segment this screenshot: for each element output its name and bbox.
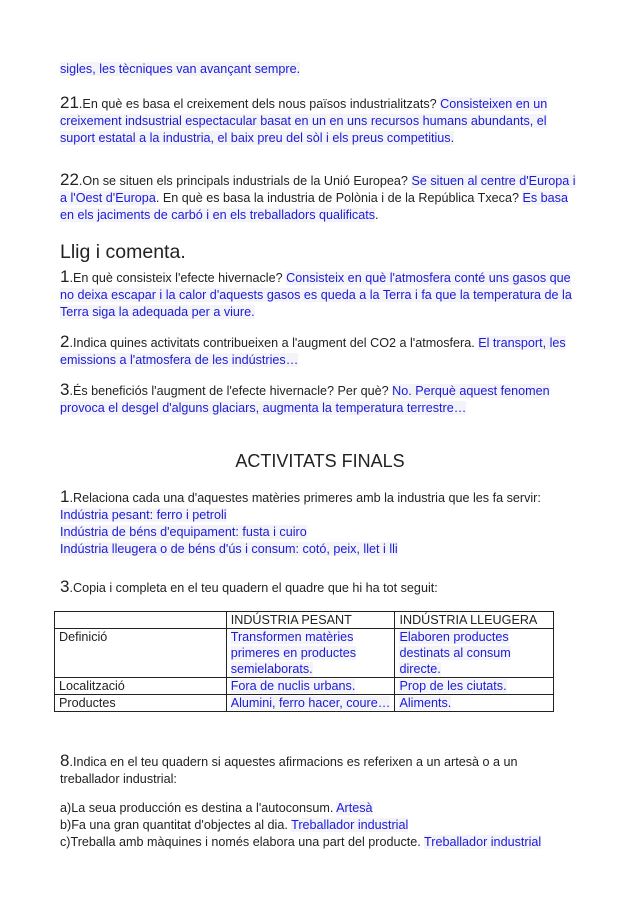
answer-text: Consisteix en què l'atmosfera conté uns gasos que no deixa escapar i la calor d'aquests gasos es queda a la Terra i fa que la temperatura de la Terra siga la adequada per a viure.: [60, 271, 572, 319]
llig-question-2: [60, 333, 580, 369]
row-label-localitzacio: Localització: [55, 678, 227, 695]
answer-text-2: Es basa en els jaciments de carbó i en els treballadors qualificats: [60, 191, 568, 222]
question-text-2: . En què es basa la industria de Polònia i de la República Txeca?: [155, 191, 523, 205]
question-text: .On se situen els principals industrials de la Unió Europea?: [78, 174, 412, 188]
table-row: [55, 629, 554, 678]
statement-a: a)La seua producción es destina a l'autoconsum.: [60, 801, 337, 815]
question-text: .Relaciona cada una d'aquestes matèries primeres amb la industria que les fa servir:: [69, 491, 541, 505]
answer-text: El transport, les emissions a l'atmosfera de les indústries…: [60, 336, 566, 367]
final-question-8: [60, 752, 580, 851]
question-text: .Copia i completa en el teu quadern el quadre que hi ha tot seguit:: [69, 581, 438, 595]
row-label-productes: Productes: [55, 695, 227, 712]
cell-productes-pesant: Alumini, ferro hacer, coure…: [230, 696, 391, 710]
answer-c: Treballador industrial: [424, 835, 542, 849]
final-question-3: [60, 578, 580, 597]
intro-line: [60, 61, 580, 78]
row-label-definicio: Definició: [55, 629, 227, 678]
question-number: 1: [60, 487, 70, 506]
question-number: 3: [60, 577, 70, 596]
answer-text: No. Perquè aquest fenomen provoca el desgel d'alguns glaciars, augmenta la temperatura terrestre…: [60, 384, 550, 415]
table-row: [55, 695, 554, 712]
table-header-lleugera: INDÚSTRIA LLEUGERA: [395, 612, 554, 629]
answer-line-1: Indústria pesant: ferro i petroli: [60, 508, 227, 522]
question-number: 1: [60, 267, 70, 286]
cell-productes-lleugera: Aliments.: [399, 696, 452, 710]
intro-answer: sigles, les tècniques van avançant sempre.: [60, 62, 301, 76]
final-question-1: [60, 488, 580, 558]
cell-definicio-lleugera: Elaboren productes destinats al consum directe.: [399, 630, 511, 676]
question-number: 22: [60, 170, 79, 189]
cell-localitzacio-pesant: Fora de nuclis urbans.: [230, 679, 356, 693]
answer-b: Treballador industrial: [291, 818, 409, 832]
llig-question-1: [60, 268, 580, 321]
statement-c: c)Treballa amb màquines i només elabora una part del producte.: [60, 835, 425, 849]
section-heading-finals: ACTIVITATS FINALS: [235, 451, 405, 471]
llig-question-3: [60, 381, 580, 417]
cell-definicio-pesant: Transformen matèries primeres en productes semielaborats.: [230, 630, 357, 676]
question-end: .: [375, 208, 379, 222]
answer-line-3: Indústria lleugera o de béns d'ús i consum: cotó, peix, llet i lli: [60, 542, 398, 556]
table-header-row: [55, 612, 554, 629]
statement-b: b)Fa una gran quantitat d'objectes al dia.: [60, 818, 292, 832]
question-number: 8: [60, 751, 70, 770]
table-header-pesant: INDÚSTRIA PESANT: [226, 612, 395, 629]
cell-localitzacio-lleugera: Prop de les ciutats.: [399, 679, 507, 693]
question-text: .Indica quines activitats contribueixen a l'augment del CO2 a l'atmosfera.: [69, 336, 479, 350]
table-header-empty: [55, 612, 227, 629]
answer-line-2: Indústria de béns d'equipament: fusta i cuiro: [60, 525, 307, 539]
answer-text: Se situen al centre d'Europa i a l'Oest d'Europa: [60, 174, 576, 205]
industry-table: [54, 611, 554, 712]
section-heading-llig: Llig i comenta.: [60, 241, 186, 263]
question-number: 21: [60, 93, 79, 112]
question-text: .En què es basa el creixement dels nous països industrialitzats?: [78, 97, 441, 111]
question-text: .És beneficiós l'augment de l'efecte hivernacle? Per què?: [69, 384, 393, 398]
question-22: [60, 171, 580, 224]
table-row: [55, 678, 554, 695]
answer-a: Artesà: [336, 801, 373, 815]
question-text: .Indica en el teu quadern si aquestes afirmacions es referixen a un artesà o a un treballador industrial:: [60, 755, 518, 786]
answer-text: Consisteixen en un creixement indsustrial espectacular basat en un en uns recursos humans abundants, el suport estatal a la industria, el baix preu del sòl i els preus competitius.: [60, 97, 548, 145]
question-21: [60, 94, 580, 147]
question-number: 2: [60, 332, 70, 351]
question-number: 3: [60, 380, 70, 399]
question-text: .En què consisteix l'efecte hivernacle?: [69, 271, 287, 285]
